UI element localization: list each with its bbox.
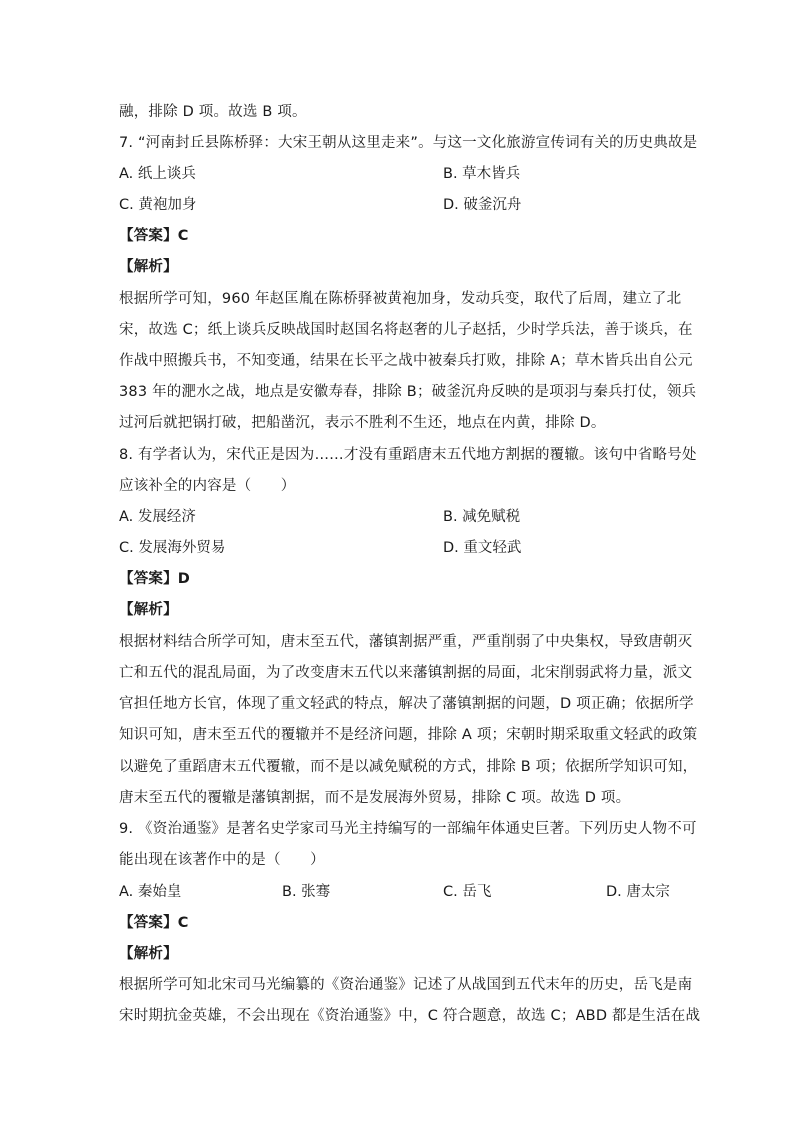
q8-analysis-line: 知识可知，唐末至五代的覆辙并不是经济问题，排除 A 项；宋朝时期采取重文轻武的政策	[119, 727, 698, 743]
q8-answer: 【答案】D	[119, 571, 191, 587]
q8-analysis-line: 以避免了重蹈唐末五代覆辙，而不是以减免赋税的方式，排除 B 项；依据所学知识可知，	[119, 759, 698, 775]
text-line: 融，排除 D 项。故选 B 项。	[119, 104, 307, 120]
q9-option-a: A. 秦始皇	[119, 884, 182, 900]
q9-analysis-line: 宋时期抗金英雄，不会出现在《资治通鉴》中，C 符合题意，故选 C；ABD 都是生活在战	[119, 1008, 701, 1024]
q8-analysis-line: 亡和五代的混乱局面，为了改变唐末五代以来藩镇割据的局面，北宋削弱武将力量，派文	[119, 665, 693, 681]
q8-analysis-line: 唐末至五代的覆辙是藩镇割据，而不是发展海外贸易，排除 C 项。故选 D 项。	[119, 790, 631, 806]
q8-option-c: C. 发展海外贸易	[119, 540, 226, 556]
q7-option-a: A. 纸上谈兵	[119, 166, 196, 182]
question-8-stem: 应该补全的内容是（ ）	[119, 478, 296, 494]
question-7-stem: 7. “河南封丘县陈桥驿：大宋王朝从这里走来”。与这一文化旅游宣传词有关的历史典故是	[119, 135, 698, 151]
q7-option-d: D. 破釜沉舟	[443, 197, 522, 213]
question-9-stem: 9. 《资治通鉴》是著名史学家司马光主持编写的一部编年体通史巨著。下列历史人物不可	[119, 821, 697, 837]
q8-analysis-line: 官担任地方长官，体现了重文轻武的特点，解决了藩镇割据的问题，D 项正确；依据所学	[119, 696, 694, 712]
q9-analysis-line: 根据所学可知北宋司马光编纂的《资治通鉴》记述了从战国到五代末年的历史，岳飞是南	[119, 977, 693, 993]
q8-option-a: A. 发展经济	[119, 509, 196, 525]
q9-option-d: D. 唐太宗	[606, 884, 670, 900]
q7-option-c: C. 黄袍加身	[119, 197, 197, 213]
question-8-stem: 8. 有学者认为，宋代正是因为……才没有重蹈唐末五代地方割据的覆辙。该句中省略号处	[119, 447, 697, 463]
q7-analysis-line: 过河后就把锅打破，把船凿沉，表示不胜利不生还，地点在内黄，排除 D。	[119, 415, 606, 431]
q7-analysis-line: 383 年的淝水之战，地点是安徽寿春，排除 B；破釜沉舟反映的是项羽与秦兵打仗，领兵	[119, 384, 697, 400]
q9-analysis-heading: 【解析】	[119, 946, 178, 962]
q8-option-d: D. 重文轻武	[443, 540, 522, 556]
q7-option-b: B. 草木皆兵	[443, 166, 521, 182]
question-9-stem: 能出现在该著作中的是（ ）	[119, 852, 325, 868]
q7-analysis-line: 宋，故选 C；纸上谈兵反映战国时赵国名将赵奢的儿子赵括，少时学兵法，善于谈兵，在	[119, 322, 693, 338]
q8-analysis-heading: 【解析】	[119, 602, 178, 618]
q7-answer: 【答案】C	[119, 228, 189, 244]
q9-option-b: B. 张骞	[282, 884, 331, 900]
q8-analysis-line: 根据材料结合所学可知，唐末至五代，藩镇割据严重，严重削弱了中央集权，导致唐朝灭	[119, 634, 693, 650]
q9-answer: 【答案】C	[119, 915, 189, 931]
q7-analysis-line: 作战中照搬兵书，不知变通，结果在长平之战中被秦兵打败，排除 A；草木皆兵出自公元	[119, 353, 693, 369]
q7-analysis-heading: 【解析】	[119, 259, 178, 275]
q9-option-c: C. 岳飞	[443, 884, 492, 900]
q8-option-b: B. 减免赋税	[443, 509, 521, 525]
q7-analysis-line: 根据所学可知，960 年赵匡胤在陈桥驿被黄袍加身，发动兵变，取代了后周，建立了北	[119, 291, 682, 307]
